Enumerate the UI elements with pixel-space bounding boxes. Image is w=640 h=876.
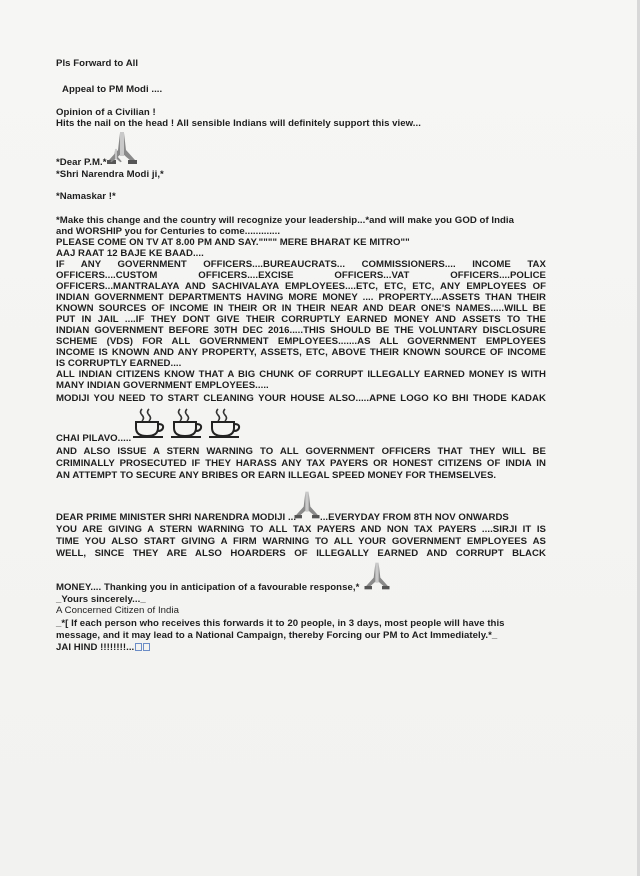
body-line-15: ALL INDIAN CITIZENS KNOW THAT A BIG CHUNK OF CORRUPT ILLEGALLY EARNED MONEY IS WITH [56,369,546,380]
body-line-16: MANY INDIAN GOVERNMENT EMPLOYEES..... [56,380,269,391]
thanks-line: MONEY.... Thanking you in anticipation of a favourable response,* [56,582,360,593]
body-line-17: MODIJI YOU NEED TO START CLEANING YOUR HOUSE ALSO.....APNE LOGO KO BHI THODE KADAK [56,393,546,404]
folded-hands-icon [292,490,322,520]
intro-line: Hits the nail on the head ! All sensible Indians will definitely support this view... [56,118,421,129]
signature-line: A Concerned Citizen of India [56,605,179,616]
jai-hind [56,642,150,653]
missing-glyph-icon [135,643,142,651]
closing-line-1b: ...EVERYDAY FROM 8TH NOV ONWARDS [320,512,509,523]
body-line-21: AN ATTEMPT TO SECURE ANY BRIBES OR EARN ILLEGAL SPEED MONEY FOR THEMSELVES. [56,470,497,481]
body-line-18: CHAI PILAVO..... [56,433,132,444]
tea-cup-icon [132,406,166,440]
body-line-1: *Make this change and the country will recognize your leadership...*and will make you GOD of India [56,215,515,226]
forward-note: Pls Forward to All [56,58,139,69]
yours-sincerely: _Yours sincerely..._ [56,594,146,605]
folded-hands-icon [362,560,392,592]
closing-line-2: YOU ARE GIVING A STERN WARNING TO ALL TAX PAYERS AND NON TAX PAYERS ....SIRJI IT IS [56,524,546,535]
salutation: *Dear P.M.* [56,157,107,168]
jai-hind-text: JAI HIND !!!!!!!!... [56,642,135,653]
body-line-9: KNOWN SOURCES OF INCOME IN THEIR OR IN THEIR NEAR AND DEAR ONE'S NAMES.....WILL BE [56,303,546,314]
body-line-12: SCHEME (VDS) FOR ALL GOVERNMENT EMPLOYEES.......AS ALL GOVERNMENT EMPLOYEES [56,336,546,347]
footer-line-1: _*[ If each person who receives this forwards it to 20 people, in 3 days, most people will have this [56,618,505,629]
body-line-13: INCOME IS KNOWN AND ANY PROPERTY, ASSETS, ETC, ABOVE THEIR KNOWN SOURCE OF INCOME [56,347,546,358]
body-line-6: OFFICERS....CUSTOM OFFICERS....EXCISE OFFICERS...VAT OFFICERS....POLICE [56,270,546,281]
appeal-title: Appeal to PM Modi .... [62,84,163,95]
namaskar: *Namaskar !* [56,191,116,202]
body-line-3: PLEASE COME ON TV AT 8.00 PM AND SAY."""" MERE BHARAT KE MITRO"" [56,237,410,248]
body-line-5: IF ANY GOVERNMENT OFFICERS....BUREAUCRATS... COMMISSIONERS.... INCOME TAX [56,259,546,270]
tea-cup-icon [208,406,242,440]
footer-line-2: message, and it may lead to a National Campaign, thereby Forcing our PM to Act Immediately.*_ [56,630,498,641]
closing-line-4: WELL, SINCE THEY ARE ALSO HOARDERS OF ILLEGALLY EARNED AND CORRUPT BLACK [56,548,546,559]
body-line-11: INDIAN GOVERNMENT BEFORE 30TH DEC 2016.....THIS SHOULD BE THE VOLUNTARY DISCLOSURE [56,325,546,336]
tea-cup-icon [170,406,204,440]
body-line-14: IS CORRUPTLY EARNED.... [56,358,182,369]
body-line-20: CRIMINALLY PROSECUTED IF THEY HARASS ANY TAX PAYERS OR HONEST CITIZENS OF INDIA IN [56,458,546,469]
missing-glyph-icon [143,643,150,651]
body-line-4: AAJ RAAT 12 BAJE KE BAAD.... [56,248,204,259]
body-line-7: OFFICERS...MANTRALAYA AND SACHIVALAYA EMPLOYEES....ETC, ETC, ETC, ANY EMPLOYEES OF [56,281,546,292]
closing-line-3: TIME YOU ALSO START GIVING A FIRM WARNING TO ALL YOUR GOVERNMENT EMPLOYEES AS [56,536,546,547]
salutation-name: *Shri Narendra Modi ji,* [56,169,164,180]
folded-hands-icon [108,148,124,164]
closing-line-1a: DEAR PRIME MINISTER SHRI NARENDRA MODIJI ... [56,512,297,523]
body-line-19: AND ALSO ISSUE A STERN WARNING TO ALL GOVERNMENT OFFICERS THAT THEY WILL BE [56,446,546,457]
body-line-10: PUT IN JAIL ....IF THEY DONT GIVE THEIR CORRUPTLY EARNED MONEY AND ASSETS TO THE [56,314,546,325]
opinion-line: Opinion of a Civilian ! [56,107,156,118]
body-line-2: and WORSHIP you for Centuries to come............. [56,226,281,237]
body-line-8: INDIAN GOVERNMENT DEPARTMENTS HAVING MORE MONEY .... PROPERTY....ASSETS THAN THEIR [56,292,546,303]
